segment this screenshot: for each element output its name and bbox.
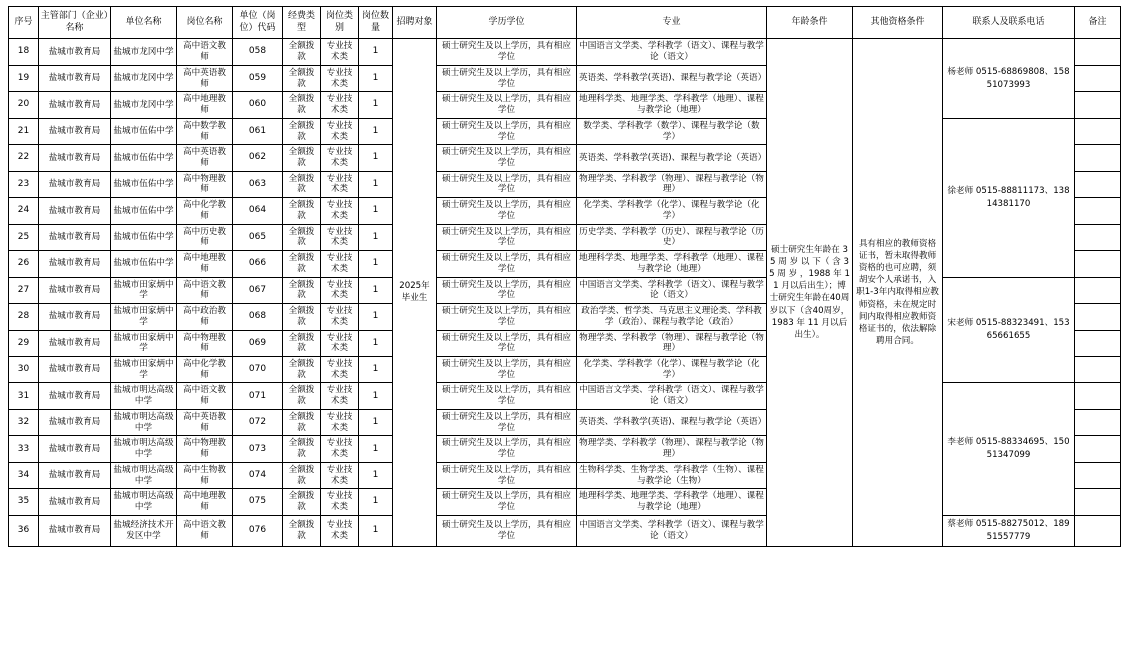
cell-seq: 18 xyxy=(9,39,39,65)
cell-education: 硕士研究生及以上学历，具有相应学位 xyxy=(437,198,577,224)
cell-type: 专业技术类 xyxy=(321,145,359,171)
cell-unit: 盐城市伍佑中学 xyxy=(111,171,177,197)
cell-seq: 24 xyxy=(9,198,39,224)
col-header-type: 岗位类别 xyxy=(321,7,359,39)
cell-seq: 33 xyxy=(9,436,39,462)
cell-count: 1 xyxy=(359,489,393,515)
cell-count: 1 xyxy=(359,277,393,303)
cell-seq: 27 xyxy=(9,277,39,303)
cell-unit: 盐城市龙冈中学 xyxy=(111,39,177,65)
cell-other-merged: 具有相应的教师资格证书，暂未取得教师资格的也可应聘，须胡安个人承诺书，入职1-3年内取得相应教师资格，未在规定时间内取得相应教师资格证书的，依法解除聘用合同。 xyxy=(853,39,943,546)
cell-note xyxy=(1075,224,1121,250)
cell-major: 中国语言文学类、学科教学（语文）、课程与教学论（语文） xyxy=(577,277,767,303)
cell-code: 073 xyxy=(233,436,283,462)
cell-unit: 盐城市明达高级中学 xyxy=(111,436,177,462)
cell-dept: 盐城市教育局 xyxy=(39,462,111,488)
cell-fund: 全额拨款 xyxy=(283,330,321,356)
cell-code: 061 xyxy=(233,118,283,144)
cell-post: 高中物理教师 xyxy=(177,436,233,462)
cell-major: 中国语言文学类、学科教学（语文）、课程与教学论（语文） xyxy=(577,383,767,409)
cell-count: 1 xyxy=(359,198,393,224)
cell-note xyxy=(1075,92,1121,118)
cell-fund: 全额拨款 xyxy=(283,277,321,303)
cell-code: 069 xyxy=(233,330,283,356)
table-row xyxy=(9,39,1121,65)
cell-type: 专业技术类 xyxy=(321,224,359,250)
cell-note xyxy=(1075,436,1121,462)
cell-post: 高中语文教师 xyxy=(177,383,233,409)
cell-unit: 盐城市明达高级中学 xyxy=(111,383,177,409)
cell-major: 政治学类、哲学类、马克思主义理论类、学科教学（政治）、课程与教学论（政治） xyxy=(577,304,767,330)
col-header-dept: 主管部门（企业）名称 xyxy=(39,7,111,39)
cell-count: 1 xyxy=(359,330,393,356)
cell-post: 高中地理教师 xyxy=(177,489,233,515)
cell-type: 专业技术类 xyxy=(321,409,359,435)
cell-code: 065 xyxy=(233,224,283,250)
cell-dept: 盐城市教育局 xyxy=(39,330,111,356)
cell-seq: 31 xyxy=(9,383,39,409)
cell-target-merged: 2025年毕业生 xyxy=(393,39,437,546)
cell-count: 1 xyxy=(359,462,393,488)
cell-count: 1 xyxy=(359,409,393,435)
cell-contact-2: 徐老师 0515-88811173、13814381170 xyxy=(943,118,1075,277)
cell-dept: 盐城市教育局 xyxy=(39,92,111,118)
col-header-other-qualification: 其他资格条件 xyxy=(853,7,943,39)
cell-post: 高中语文教师 xyxy=(177,515,233,546)
cell-seq: 36 xyxy=(9,515,39,546)
cell-major: 中国语言文学类、学科教学（语文）、课程与教学论（语文） xyxy=(577,515,767,546)
cell-code: 062 xyxy=(233,145,283,171)
cell-note xyxy=(1075,409,1121,435)
cell-unit: 盐城市伍佑中学 xyxy=(111,145,177,171)
cell-type: 专业技术类 xyxy=(321,330,359,356)
cell-type: 专业技术类 xyxy=(321,436,359,462)
cell-type: 专业技术类 xyxy=(321,65,359,91)
cell-code: 074 xyxy=(233,462,283,488)
cell-fund: 全额拨款 xyxy=(283,409,321,435)
cell-code: 068 xyxy=(233,304,283,330)
cell-major: 物理学类、学科教学（物理）、课程与教学论（物理） xyxy=(577,171,767,197)
cell-dept: 盐城市教育局 xyxy=(39,251,111,277)
cell-education: 硕士研究生及以上学历，具有相应学位 xyxy=(437,409,577,435)
cell-note xyxy=(1075,118,1121,144)
cell-count: 1 xyxy=(359,65,393,91)
cell-fund: 全额拨款 xyxy=(283,357,321,383)
cell-fund: 全额拨款 xyxy=(283,436,321,462)
cell-seq: 20 xyxy=(9,92,39,118)
cell-code: 063 xyxy=(233,171,283,197)
cell-education: 硕士研究生及以上学历，具有相应学位 xyxy=(437,277,577,303)
cell-post: 高中英语教师 xyxy=(177,145,233,171)
col-header-post: 岗位名称 xyxy=(177,7,233,39)
cell-post: 高中历史教师 xyxy=(177,224,233,250)
cell-unit: 盐城市伍佑中学 xyxy=(111,118,177,144)
cell-unit: 盐城市龙冈中学 xyxy=(111,92,177,118)
cell-unit: 盐城市明达高级中学 xyxy=(111,409,177,435)
cell-unit: 盐城市伍佑中学 xyxy=(111,251,177,277)
cell-code: 058 xyxy=(233,39,283,65)
cell-unit: 盐城市明达高级中学 xyxy=(111,489,177,515)
cell-dept: 盐城市教育局 xyxy=(39,171,111,197)
cell-fund: 全额拨款 xyxy=(283,39,321,65)
cell-count: 1 xyxy=(359,251,393,277)
cell-major: 化学类、学科教学（化学）、课程与教学论（化学） xyxy=(577,357,767,383)
cell-dept: 盐城市教育局 xyxy=(39,39,111,65)
col-header-code: 单位（岗位）代码 xyxy=(233,7,283,39)
cell-seq: 35 xyxy=(9,489,39,515)
cell-count: 1 xyxy=(359,436,393,462)
cell-type: 专业技术类 xyxy=(321,515,359,546)
cell-education: 硕士研究生及以上学历，具有相应学位 xyxy=(437,462,577,488)
cell-type: 专业技术类 xyxy=(321,383,359,409)
table-row xyxy=(9,383,1121,409)
cell-type: 专业技术类 xyxy=(321,198,359,224)
cell-note xyxy=(1075,277,1121,303)
col-header-target: 招聘对象 xyxy=(393,7,437,39)
cell-count: 1 xyxy=(359,383,393,409)
cell-education: 硕士研究生及以上学历，具有相应学位 xyxy=(437,515,577,546)
cell-unit: 盐城经济技术开发区中学 xyxy=(111,515,177,546)
cell-count: 1 xyxy=(359,145,393,171)
cell-type: 专业技术类 xyxy=(321,39,359,65)
cell-post: 高中语文教师 xyxy=(177,39,233,65)
cell-fund: 全额拨款 xyxy=(283,383,321,409)
cell-note xyxy=(1075,304,1121,330)
cell-post: 高中物理教师 xyxy=(177,330,233,356)
cell-major: 中国语言文学类、学科教学（语文）、课程与教学论（语文） xyxy=(577,39,767,65)
cell-code: 066 xyxy=(233,251,283,277)
table-row xyxy=(9,515,1121,546)
cell-type: 专业技术类 xyxy=(321,304,359,330)
cell-education: 硕士研究生及以上学历，具有相应学位 xyxy=(437,39,577,65)
cell-count: 1 xyxy=(359,515,393,546)
cell-contact-3: 宋老师 0515-88323491、15365661655 xyxy=(943,277,1075,383)
cell-post: 高中生物教师 xyxy=(177,462,233,488)
cell-type: 专业技术类 xyxy=(321,489,359,515)
cell-education: 硕士研究生及以上学历，具有相应学位 xyxy=(437,383,577,409)
cell-seq: 29 xyxy=(9,330,39,356)
cell-fund: 全额拨款 xyxy=(283,515,321,546)
cell-unit: 盐城市田家炳中学 xyxy=(111,357,177,383)
cell-unit: 盐城市田家炳中学 xyxy=(111,304,177,330)
cell-education: 硕士研究生及以上学历，具有相应学位 xyxy=(437,251,577,277)
cell-major: 英语类、学科教学(英语)、课程与教学论（英语） xyxy=(577,409,767,435)
cell-post: 高中物理教师 xyxy=(177,171,233,197)
cell-education: 硕士研究生及以上学历，具有相应学位 xyxy=(437,357,577,383)
cell-education: 硕士研究生及以上学历，具有相应学位 xyxy=(437,489,577,515)
cell-dept: 盐城市教育局 xyxy=(39,145,111,171)
cell-count: 1 xyxy=(359,118,393,144)
cell-unit: 盐城市田家炳中学 xyxy=(111,277,177,303)
cell-post: 高中英语教师 xyxy=(177,65,233,91)
cell-education: 硕士研究生及以上学历，具有相应学位 xyxy=(437,118,577,144)
cell-seq: 23 xyxy=(9,171,39,197)
cell-fund: 全额拨款 xyxy=(283,65,321,91)
cell-seq: 25 xyxy=(9,224,39,250)
cell-code: 059 xyxy=(233,65,283,91)
cell-post: 高中化学教师 xyxy=(177,357,233,383)
cell-post: 高中语文教师 xyxy=(177,277,233,303)
cell-post: 高中英语教师 xyxy=(177,409,233,435)
cell-dept: 盐城市教育局 xyxy=(39,409,111,435)
cell-major: 地理科学类、地理学类、学科教学（地理）、课程与教学论（地理） xyxy=(577,92,767,118)
cell-seq: 28 xyxy=(9,304,39,330)
cell-dept: 盐城市教育局 xyxy=(39,515,111,546)
cell-fund: 全额拨款 xyxy=(283,489,321,515)
cell-code: 075 xyxy=(233,489,283,515)
cell-note xyxy=(1075,198,1121,224)
cell-contact-1: 杨老师 0515-68869808、15851073993 xyxy=(943,39,1075,118)
cell-note xyxy=(1075,515,1121,546)
cell-fund: 全额拨款 xyxy=(283,251,321,277)
recruitment-table xyxy=(8,6,1121,547)
cell-post: 高中政治教师 xyxy=(177,304,233,330)
col-header-age: 年龄条件 xyxy=(767,7,853,39)
col-header-education: 学历学位 xyxy=(437,7,577,39)
cell-major: 化学类、学科教学（化学）、课程与教学论（化学） xyxy=(577,198,767,224)
cell-note xyxy=(1075,462,1121,488)
cell-dept: 盐城市教育局 xyxy=(39,65,111,91)
col-header-major: 专业 xyxy=(577,7,767,39)
cell-note xyxy=(1075,330,1121,356)
cell-contact-4: 李老师 0515-88334695、15051347099 xyxy=(943,383,1075,515)
cell-fund: 全额拨款 xyxy=(283,92,321,118)
cell-count: 1 xyxy=(359,304,393,330)
cell-education: 硕士研究生及以上学历，具有相应学位 xyxy=(437,145,577,171)
cell-seq: 26 xyxy=(9,251,39,277)
cell-dept: 盐城市教育局 xyxy=(39,304,111,330)
cell-fund: 全额拨款 xyxy=(283,198,321,224)
table-body xyxy=(9,39,1121,546)
cell-note xyxy=(1075,171,1121,197)
cell-major: 生物科学类、生物学类、学科教学（生物）、课程与教学论（生物） xyxy=(577,462,767,488)
cell-dept: 盐城市教育局 xyxy=(39,277,111,303)
cell-post: 高中地理教师 xyxy=(177,92,233,118)
cell-major: 英语类、学科教学(英语)、课程与教学论（英语） xyxy=(577,65,767,91)
cell-note xyxy=(1075,145,1121,171)
cell-note xyxy=(1075,251,1121,277)
cell-note xyxy=(1075,383,1121,409)
cell-type: 专业技术类 xyxy=(321,277,359,303)
cell-major: 物理学类、学科教学（物理）、课程与教学论（物理） xyxy=(577,436,767,462)
cell-type: 专业技术类 xyxy=(321,462,359,488)
col-header-fund: 经费类型 xyxy=(283,7,321,39)
cell-unit: 盐城市龙冈中学 xyxy=(111,65,177,91)
cell-age-merged: 硕士研究生年龄在 35 周 岁 以 下（ 含 35 周 岁 ，1988 年 11 月以后出生）；博士研究生年龄在40周岁以下（含40周岁，1983 年 11 月以后出生）。 xyxy=(767,39,853,546)
cell-type: 专业技术类 xyxy=(321,251,359,277)
cell-major: 数学类、学科教学（数学）、课程与教学论（数学） xyxy=(577,118,767,144)
cell-fund: 全额拨款 xyxy=(283,304,321,330)
cell-unit: 盐城市田家炳中学 xyxy=(111,330,177,356)
cell-seq: 34 xyxy=(9,462,39,488)
cell-seq: 22 xyxy=(9,145,39,171)
cell-post: 高中地理教师 xyxy=(177,251,233,277)
cell-fund: 全额拨款 xyxy=(283,462,321,488)
table-row xyxy=(9,118,1121,144)
cell-type: 专业技术类 xyxy=(321,171,359,197)
cell-count: 1 xyxy=(359,357,393,383)
cell-seq: 30 xyxy=(9,357,39,383)
cell-education: 硕士研究生及以上学历，具有相应学位 xyxy=(437,65,577,91)
cell-fund: 全额拨款 xyxy=(283,145,321,171)
cell-type: 专业技术类 xyxy=(321,118,359,144)
cell-contact-5: 蔡老师 0515-88275012、18951557779 xyxy=(943,515,1075,546)
cell-dept: 盐城市教育局 xyxy=(39,436,111,462)
cell-unit: 盐城市伍佑中学 xyxy=(111,224,177,250)
col-header-seq: 序号 xyxy=(9,7,39,39)
cell-unit: 盐城市伍佑中学 xyxy=(111,198,177,224)
cell-education: 硕士研究生及以上学历，具有相应学位 xyxy=(437,436,577,462)
cell-major: 历史学类、学科教学（历史）、课程与教学论（历史） xyxy=(577,224,767,250)
cell-seq: 21 xyxy=(9,118,39,144)
cell-education: 硕士研究生及以上学历，具有相应学位 xyxy=(437,330,577,356)
cell-dept: 盐城市教育局 xyxy=(39,224,111,250)
cell-fund: 全额拨款 xyxy=(283,171,321,197)
cell-fund: 全额拨款 xyxy=(283,224,321,250)
cell-major: 物理学类、学科教学（物理）、课程与教学论（物理） xyxy=(577,330,767,356)
cell-dept: 盐城市教育局 xyxy=(39,383,111,409)
cell-note xyxy=(1075,65,1121,91)
cell-major: 地理科学类、地理学类、学科教学（地理）、课程与教学论（地理） xyxy=(577,251,767,277)
cell-code: 064 xyxy=(233,198,283,224)
cell-count: 1 xyxy=(359,171,393,197)
cell-education: 硕士研究生及以上学历，具有相应学位 xyxy=(437,304,577,330)
col-header-note: 备注 xyxy=(1075,7,1121,39)
cell-seq: 32 xyxy=(9,409,39,435)
cell-code: 072 xyxy=(233,409,283,435)
cell-major: 地理科学类、地理学类、学科教学（地理）、课程与教学论（地理） xyxy=(577,489,767,515)
cell-type: 专业技术类 xyxy=(321,92,359,118)
cell-dept: 盐城市教育局 xyxy=(39,357,111,383)
cell-dept: 盐城市教育局 xyxy=(39,489,111,515)
header-row xyxy=(9,7,1121,39)
cell-unit: 盐城市明达高级中学 xyxy=(111,462,177,488)
cell-education: 硕士研究生及以上学历，具有相应学位 xyxy=(437,171,577,197)
cell-note xyxy=(1075,357,1121,383)
cell-dept: 盐城市教育局 xyxy=(39,198,111,224)
cell-count: 1 xyxy=(359,39,393,65)
col-header-contact: 联系人及联系电话 xyxy=(943,7,1075,39)
table-header xyxy=(9,7,1121,39)
cell-code: 060 xyxy=(233,92,283,118)
col-header-unit: 单位名称 xyxy=(111,7,177,39)
cell-post: 高中化学教师 xyxy=(177,198,233,224)
cell-major: 英语类、学科教学(英语)、课程与教学论（英语） xyxy=(577,145,767,171)
cell-education: 硕士研究生及以上学历，具有相应学位 xyxy=(437,92,577,118)
cell-fund: 全额拨款 xyxy=(283,118,321,144)
cell-education: 硕士研究生及以上学历，具有相应学位 xyxy=(437,224,577,250)
cell-code: 070 xyxy=(233,357,283,383)
cell-seq: 19 xyxy=(9,65,39,91)
table-row xyxy=(9,277,1121,303)
cell-count: 1 xyxy=(359,224,393,250)
cell-note xyxy=(1075,39,1121,65)
cell-code: 071 xyxy=(233,383,283,409)
cell-code: 067 xyxy=(233,277,283,303)
col-header-count: 岗位数量 xyxy=(359,7,393,39)
cell-count: 1 xyxy=(359,92,393,118)
cell-type: 专业技术类 xyxy=(321,357,359,383)
cell-post: 高中数学教师 xyxy=(177,118,233,144)
cell-dept: 盐城市教育局 xyxy=(39,118,111,144)
cell-code: 076 xyxy=(233,515,283,546)
cell-note xyxy=(1075,489,1121,515)
